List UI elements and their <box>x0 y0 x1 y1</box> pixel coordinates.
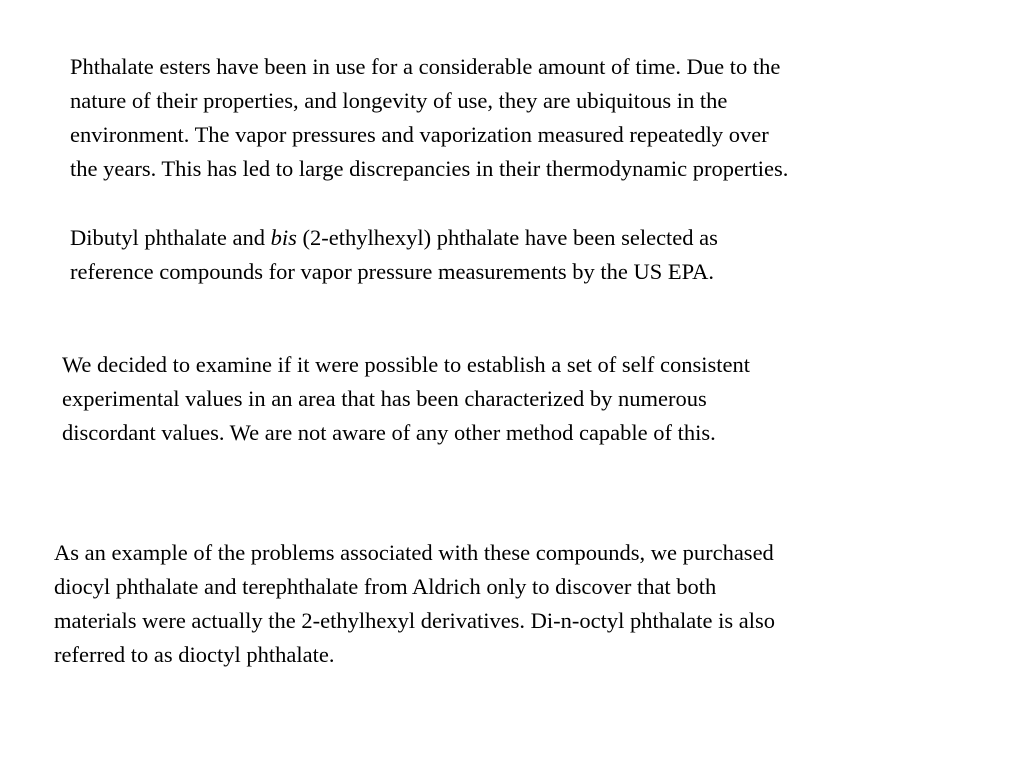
paragraph-line: As an example of the problems associated with these compounds, we purchased <box>54 540 774 565</box>
paragraph-phthalate-esters-background <box>70 50 788 186</box>
paragraph-reference-compounds <box>70 221 718 289</box>
paragraph-line: We decided to examine if it were possible to establish a set of self consistent <box>62 352 750 377</box>
paragraph-line <box>70 221 718 255</box>
paragraph-line: Phthalate esters have been in use for a considerable amount of time. Due to the <box>70 54 781 79</box>
paragraph-line: referred to as dioctyl phthalate. <box>54 642 335 667</box>
paragraph-self-consistent-values <box>62 348 750 450</box>
paragraph-line: reference compounds for vapor pressure measurements by the US EPA. <box>70 259 714 284</box>
paragraph-line: the years. This has led to large discrepancies in their thermodynamic properties. <box>70 156 789 181</box>
text-run: Dibutyl phthalate and <box>70 225 271 250</box>
paragraph-line: materials were actually the 2-ethylhexyl derivatives. Di-n-octyl phthalate is also <box>54 608 775 633</box>
italic-term-bis: bis <box>270 225 297 250</box>
paragraph-line: environment. The vapor pressures and vaporization measured repeatedly over <box>70 122 769 147</box>
text-run: (2-ethylhexyl) phthalate have been selected as <box>296 225 718 250</box>
paragraph-line: experimental values in an area that has been characterized by numerous <box>62 386 707 411</box>
paragraph-line: discordant values. We are not aware of any other method capable of this. <box>62 420 716 445</box>
paragraph-line: diocyl phthalate and terephthalate from Aldrich only to discover that both <box>54 574 717 599</box>
paragraph-line: nature of their properties, and longevity of use, they are ubiquitous in the <box>70 88 728 113</box>
paragraph-aldrich-example <box>54 536 775 672</box>
